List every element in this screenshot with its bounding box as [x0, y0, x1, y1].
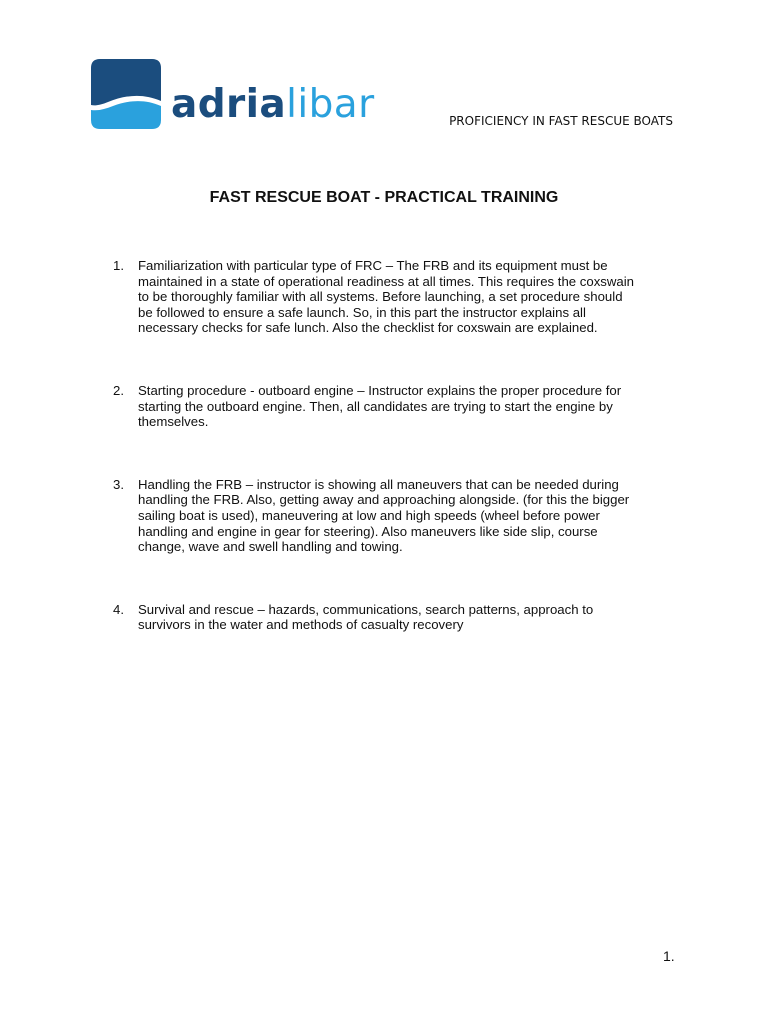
item-text-line: survivors in the water and methods of casualty recovery — [138, 617, 464, 633]
list-item — [113, 477, 678, 555]
list-item — [113, 258, 678, 336]
logo-text-libar: libar — [286, 82, 375, 127]
adrialibar-logo — [91, 57, 375, 129]
page-number: 1. — [663, 948, 675, 964]
item-text-line: be followed to ensure a safe launch. So, in this part the instructor explains all — [138, 304, 586, 320]
item-text-line: to be thoroughly familiar with all systems. Before launching, a set procedure should — [138, 289, 623, 305]
item-text-line: Handling the FRB – instructor is showing all maneuvers that can be needed during — [138, 476, 619, 492]
training-items-list — [113, 258, 678, 680]
item-number: 3. — [113, 476, 124, 492]
logo-text-adria: adria — [171, 82, 287, 127]
item-text-line: Survival and rescue – hazards, communications, search patterns, approach to — [138, 601, 594, 617]
item-text-line: Familiarization with particular type of FRC – The FRB and its equipment must be — [138, 258, 608, 273]
item-text-line: handling the FRB. Also, getting away and approaching alongside. (for this the bigger — [138, 492, 630, 508]
list-item — [113, 602, 678, 633]
item-text-line: starting the outboard engine. Then, all candidates are trying to start the engine by — [138, 398, 613, 414]
course-title: PROFICIENCY IN FAST RESCUE BOATS — [449, 114, 673, 128]
item-number: 2. — [113, 382, 124, 398]
item-text-line: Starting procedure - outboard engine – Instructor explains the proper procedure for — [138, 382, 622, 398]
item-text-line: handling and engine in gear for steering). Also maneuvers like side slip, course — [138, 523, 598, 539]
wave-logo-icon — [91, 59, 161, 129]
item-text-line: sailing boat is used), maneuvering at low and high speeds (wheel before power — [138, 507, 600, 523]
item-text-line: change, wave and swell handling and towing. — [138, 539, 403, 555]
list-item — [113, 383, 678, 430]
item-text-line: necessary checks for safe lunch. Also the checklist for coxswain are explained. — [138, 320, 598, 336]
item-text-line: themselves. — [138, 414, 209, 430]
logo-wordmark — [171, 83, 375, 127]
item-text-line: maintained in a state of operational readiness at all times. This requires the coxswain — [138, 273, 635, 289]
document-title: FAST RESCUE BOAT - PRACTICAL TRAINING — [209, 189, 559, 206]
item-number: 1. — [113, 258, 124, 273]
item-number: 4. — [113, 601, 124, 617]
